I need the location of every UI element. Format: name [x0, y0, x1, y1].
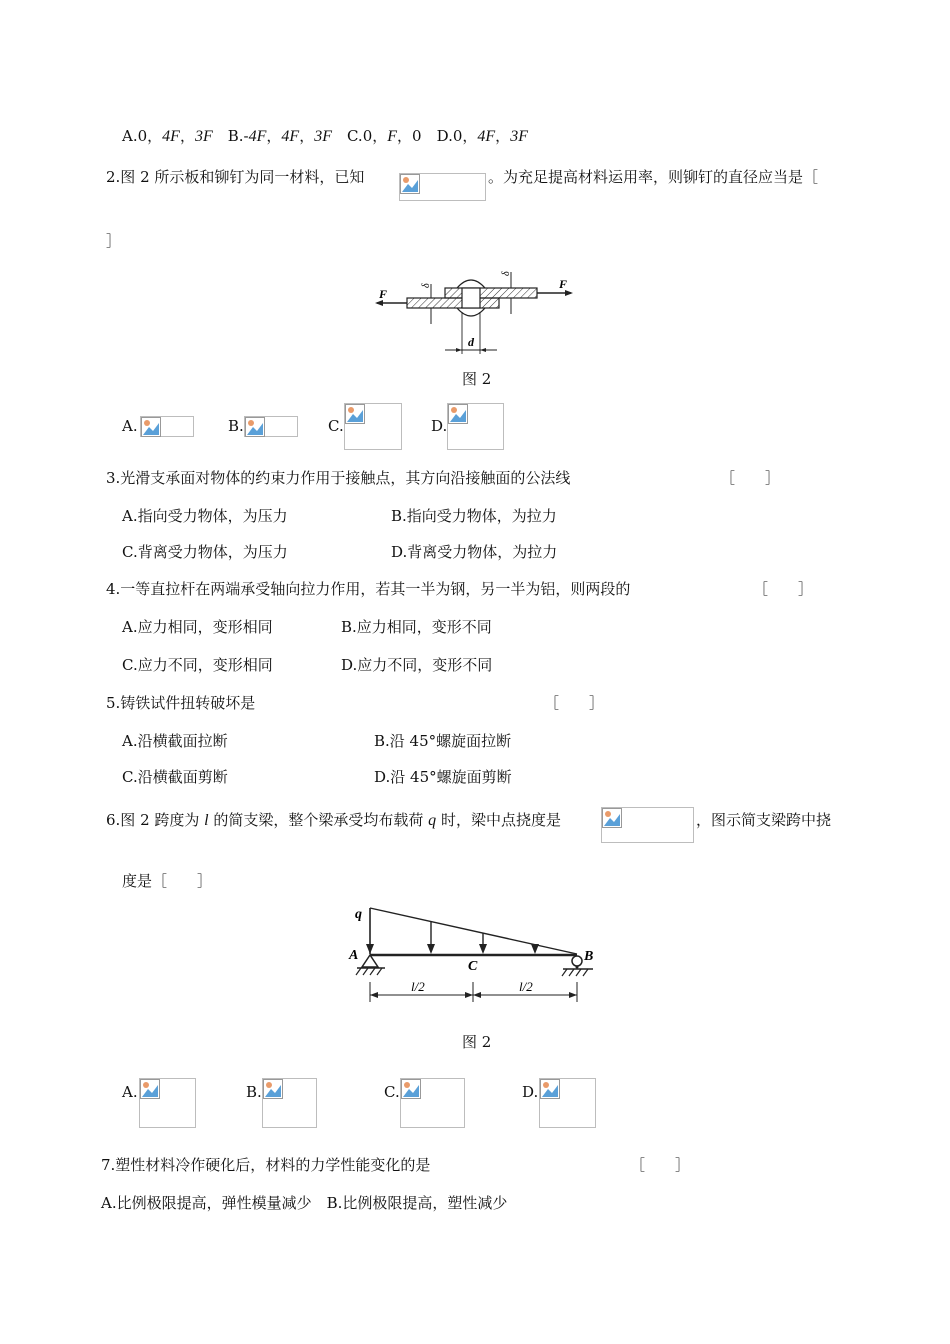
q6-option-d-image	[539, 1078, 596, 1128]
q4-option-b: B.应力相同，变形不同	[341, 618, 492, 636]
broken-image-icon	[263, 1079, 283, 1099]
q2-figure-caption: 图 2	[462, 370, 492, 388]
q5-answer-bracket: ［ ］	[544, 694, 605, 712]
q2-bracket-close: ］	[106, 232, 122, 250]
support-a	[362, 955, 378, 967]
dimension-right-label: l/2	[519, 979, 533, 994]
broken-image-icon	[141, 417, 161, 437]
point-b-label: B	[584, 949, 594, 964]
q1-options-line: A.0，4F，3F B.-4F，4F，3F C.0，F，0 D.0，4F，3F	[122, 127, 528, 145]
broken-image-icon	[345, 404, 365, 424]
q6-option-a-label: A.	[122, 1083, 138, 1101]
q2-formula-image	[399, 173, 486, 201]
q2-question-text-after: 。为充足提高材料运用率，则铆钉的直径应当是［	[488, 168, 819, 186]
q4-option-a: A.应力相同，变形相同	[122, 618, 273, 636]
q6-beam-figure	[345, 898, 605, 1018]
broken-image-icon	[245, 417, 265, 437]
upper-plate	[445, 288, 537, 298]
q6-option-a-image	[139, 1078, 196, 1128]
q2-option-b-image	[244, 416, 298, 437]
q2-option-c-image	[344, 403, 402, 450]
q2-option-c-label: C.	[328, 417, 344, 435]
q6-option-b-image	[262, 1078, 317, 1128]
broken-image-icon	[540, 1079, 560, 1099]
q2-option-a-image	[140, 416, 194, 437]
q3-option-c: C.背离受力物体，为压力	[122, 543, 288, 561]
q4-question-text: 4.一等直拉杆在两端承受轴向拉力作用，若其一半为钢，另一半为铝，则两段的	[106, 580, 631, 598]
q4-option-c: C.应力不同，变形相同	[122, 656, 273, 674]
q5-option-a: A.沿横截面拉断	[122, 732, 228, 750]
broken-image-icon	[140, 1079, 160, 1099]
q2-option-d-label: D.	[431, 417, 448, 435]
rivet-shaft	[462, 288, 480, 308]
broken-image-icon	[448, 404, 468, 424]
q6-option-c-label: C.	[384, 1083, 400, 1101]
q5-question-text: 5.铸铁试件扭转破坏是	[106, 694, 256, 712]
rivet-head-bottom	[457, 308, 485, 316]
q3-question-text: 3.光滑支承面对物体的约束力作用于接触点，其方向沿接触面的公法线	[106, 469, 571, 487]
q5-option-b: B.沿 45°螺旋面拉断	[374, 732, 512, 750]
q3-option-d: D.背离受力物体，为拉力	[391, 543, 558, 561]
q2-option-a-label: A.	[122, 417, 138, 435]
lower-plate	[407, 298, 499, 308]
q6-option-d-label: D.	[522, 1083, 539, 1101]
point-a-label: A	[349, 948, 359, 963]
rivet-head-top	[457, 280, 485, 288]
q6-option-b-label: B.	[246, 1083, 262, 1101]
thickness-label-right: δ	[501, 271, 512, 276]
q6-option-c-image	[400, 1078, 465, 1128]
q5-option-c: C.沿横截面剪断	[122, 768, 228, 786]
diameter-label: d	[468, 335, 474, 349]
q7-options-line: A.比例极限提高，弹性模量减少 B.比例极限提高，塑性减少	[101, 1194, 508, 1212]
q5-option-d: D.沿 45°螺旋面剪断	[374, 768, 512, 786]
q3-option-b: B.指向受力物体，为拉力	[391, 507, 557, 525]
q6-question-text: 6.图 2 跨度为 l 的简支梁，整个梁承受均布载荷 q 时，梁中点挠度是	[106, 811, 561, 829]
broken-image-icon	[602, 808, 622, 828]
support-b	[572, 956, 582, 966]
q7-answer-bracket: ［ ］	[630, 1156, 691, 1174]
q2-rivet-figure	[365, 262, 585, 362]
q3-option-a: A.指向受力物体，为压力	[122, 507, 288, 525]
q2-question-text-before: 2.图 2 所示板和铆钉为同一材料，已知	[106, 168, 365, 186]
q4-option-d: D.应力不同，变形不同	[341, 656, 493, 674]
q6-figure-caption: 图 2	[462, 1033, 492, 1051]
q6-formula-image	[601, 807, 694, 843]
load-q-label: q	[355, 907, 362, 922]
q2-option-d-image	[447, 403, 504, 450]
broken-image-icon	[400, 174, 420, 194]
q4-answer-bracket: ［ ］	[753, 580, 814, 598]
force-label-right: F	[559, 277, 568, 291]
q2-option-b-label: B.	[228, 417, 244, 435]
thickness-label-left: δ	[421, 283, 432, 288]
broken-image-icon	[401, 1079, 421, 1099]
q7-question-text: 7.塑性材料冷作硬化后，材料的力学性能变化的是	[101, 1156, 431, 1174]
q3-answer-bracket: ［ ］	[720, 469, 781, 487]
force-label-left: F	[379, 287, 388, 301]
point-c-label: C	[468, 959, 478, 974]
dimension-left-label: l/2	[411, 979, 425, 994]
q6-question-text-cont: ，图示简支梁跨中挠	[696, 811, 832, 829]
q6-question-line2: 度是［ ］	[122, 872, 213, 890]
